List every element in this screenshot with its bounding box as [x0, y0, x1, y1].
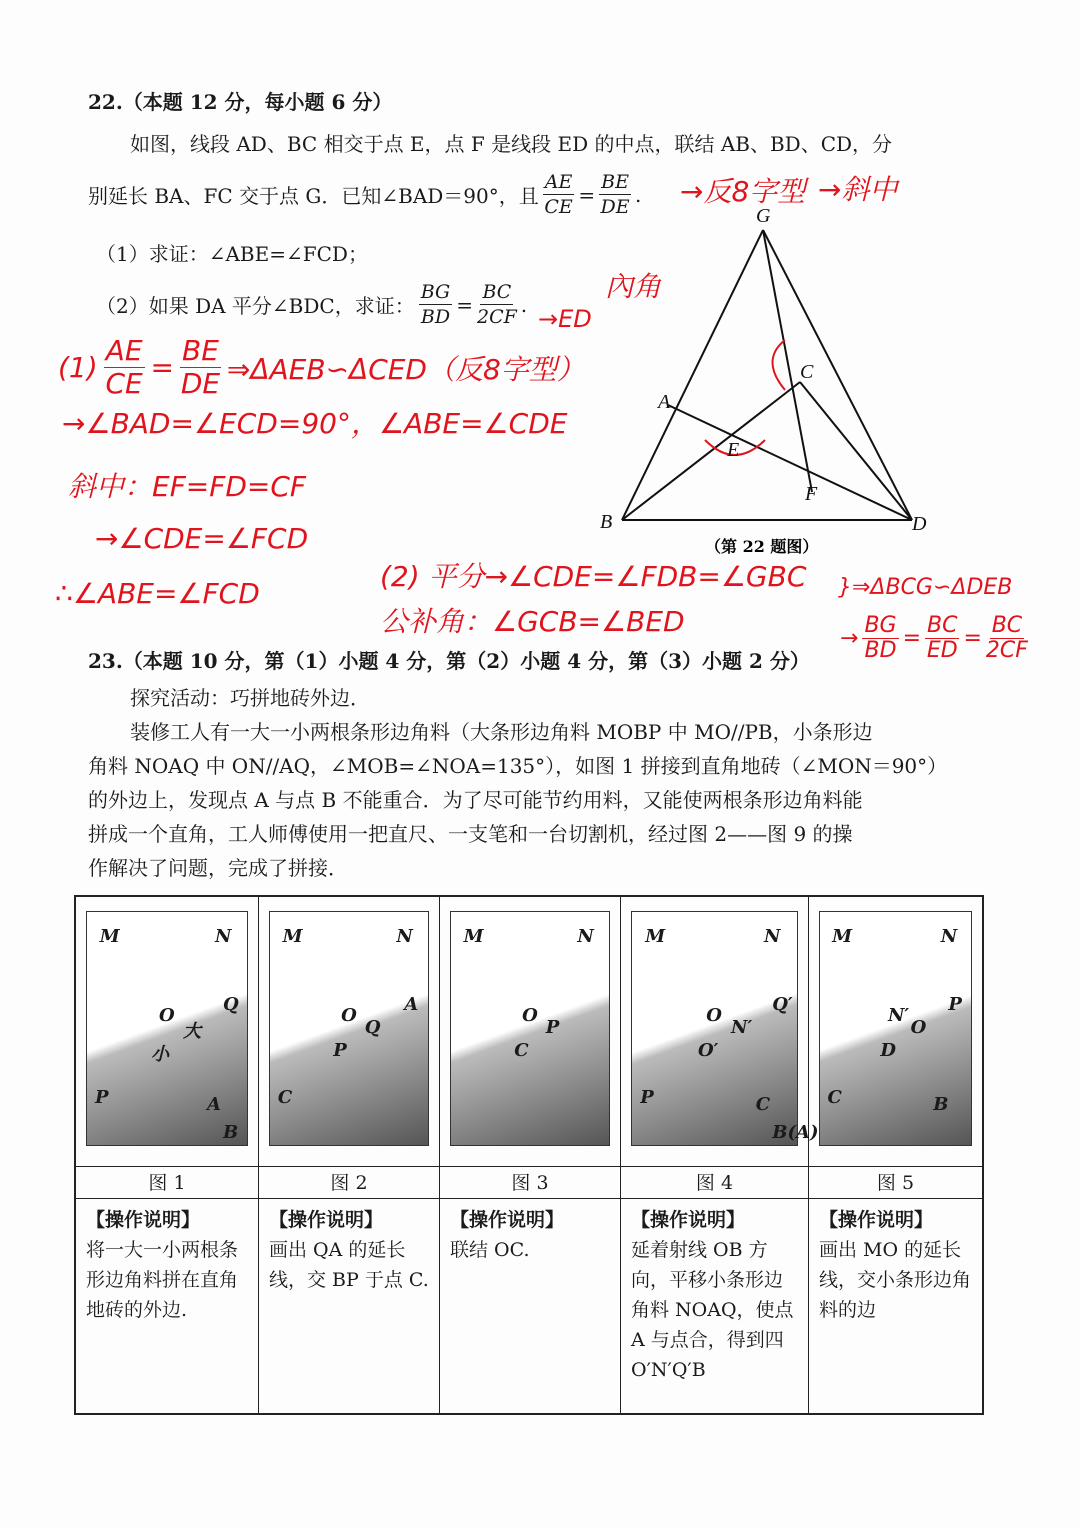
- hw-fraction-ae-ce: $\frac{AE}{CE}$: [105, 334, 143, 400]
- figure-4-photo: [631, 911, 819, 1146]
- point-c: C: [800, 361, 814, 383]
- hw-fraction-be-de: $\frac{BE}{DE}$: [180, 334, 221, 400]
- solution-part2-ratio: → $\frac{BG}{BD}$ = $\frac{BC}{ED}$ = $\frac{BC}{2CF}$: [840, 613, 1028, 663]
- figure-point-label: P: [948, 993, 962, 1015]
- figure-3-instructions: [440, 1199, 620, 1271]
- figure-point-label: Q: [223, 993, 239, 1015]
- figure-5-instructions: [809, 1199, 982, 1331]
- figure-3-photo: [450, 911, 610, 1146]
- instructions-title: 【操作说明】: [631, 1209, 746, 1231]
- figure-4-pic-cell: [621, 897, 819, 1167]
- figure-point-label: N′: [887, 1005, 910, 1027]
- figure-5-caption: 图 5: [876, 1172, 915, 1194]
- q22-stem-line1: 如图，线段 AD、BC 相交于点 E，点 F 是线段 ED 的中点，联结 AB、BD、CD，分: [130, 132, 893, 156]
- figure-point-label: M: [282, 925, 303, 947]
- figure-point-label: N: [577, 925, 594, 947]
- q23-line1: 探究活动：巧拼地砖外边．: [130, 686, 370, 710]
- figure-point-label: 大: [183, 1020, 201, 1042]
- note-ed: →ED: [538, 305, 592, 333]
- solution-line2: →∠BAD=∠ECD=90°，∠ABE=∠CDE: [62, 407, 568, 440]
- figure-2-desc-cell: [259, 1199, 440, 1413]
- instructions-title: 【操作说明】: [450, 1209, 565, 1231]
- figure-1-caption: 图 1: [148, 1172, 186, 1194]
- figure-point-label: Q: [364, 1016, 381, 1038]
- figure-point-label: P: [545, 1016, 560, 1038]
- figure-point-label: P: [95, 1086, 109, 1108]
- figure-point-label: D: [880, 1040, 896, 1062]
- solution-part2-line2: 公补角：∠GCB=∠BED: [380, 605, 685, 638]
- figure-5-cap-cell: [809, 1167, 982, 1199]
- q23-line5: 拼成一个直角，工人师傅使用一把直尺、一支笔和一台切割机，经过图 2——图 9 的操: [88, 822, 853, 846]
- figure-1-cap-cell: [76, 1167, 259, 1199]
- instructions-text: 将一大一小两根条形边角料拼在直角地砖的外边.: [86, 1239, 239, 1321]
- q22-geometry-figure: [590, 200, 940, 560]
- q22-stem-line2: 别延长 BA、FC 交于点 G．已知∠BAD＝90°，且 $\frac{AE}{CE}$ = $\frac{BE}{DE}$ .: [88, 171, 642, 218]
- figure-1-pic-cell: [76, 897, 259, 1167]
- figure-point-label: C: [277, 1086, 293, 1108]
- solution-part1-label: (1): [58, 351, 98, 384]
- figure-point-label: P: [640, 1086, 654, 1108]
- hw-fraction-bc-2cf: $\frac{BC}{2CF}$: [985, 613, 1028, 663]
- point-b: B: [600, 511, 613, 533]
- q22-part2-text: （2）如果 DA 平分∠BDC，求证：: [96, 294, 415, 318]
- figure-point-label: A: [404, 993, 419, 1015]
- figure-4-cap-cell: [621, 1167, 809, 1199]
- solution-part2-similar: }⇒ΔBCG∽ΔDEB: [838, 575, 1013, 600]
- fraction-be-de: $\frac{BE}{DE}$: [600, 171, 630, 218]
- figure-point-label: N′: [731, 1016, 753, 1038]
- figure-2-pic-cell: [259, 897, 440, 1167]
- point-e: E: [727, 439, 740, 461]
- figure-point-label: P: [333, 1040, 347, 1062]
- figure-3-caption: 图 3: [511, 1172, 549, 1194]
- q23-line4: 的外边上，发现点 A 与点 B 不能重合．为了尽可能节约用料，又能使两根条形边角料能: [88, 788, 863, 812]
- figure-1-photo: [86, 911, 248, 1146]
- instructions-title: 【操作说明】: [86, 1209, 201, 1231]
- solution-similar: ⇒ΔAEB∽ΔCED（反8字型）: [226, 352, 585, 386]
- q23-line6: 作解决了问题，完成了拼接．: [88, 856, 348, 880]
- figure-point-label: N: [764, 925, 781, 947]
- figure-5-desc-cell: [809, 1199, 982, 1413]
- figure-point-label: Q′: [772, 993, 793, 1015]
- figure-point-label: O: [910, 1016, 927, 1038]
- instructions-title: 【操作说明】: [819, 1209, 934, 1231]
- figure-point-label: B(A): [772, 1121, 819, 1143]
- point-d: D: [912, 513, 927, 535]
- q22-stem-text: 别延长 BA、FC 交于点 G．已知∠BAD＝90°，且: [88, 184, 539, 208]
- figure-point-label: M: [463, 925, 484, 947]
- figure-point-label: N: [396, 925, 413, 947]
- solution-line1: (1) $\frac{AE}{CE}$ = $\frac{BE}{DE}$ ⇒ΔAEB∽ΔCED（反8字型）: [58, 334, 585, 400]
- figure-point-label: O: [159, 1005, 175, 1027]
- operation-figures-table: [74, 895, 984, 1415]
- figure-point-label: M: [99, 925, 120, 947]
- fraction-ae-ce: $\frac{AE}{CE}$: [544, 171, 573, 218]
- note-reverse-8: →反8字型: [680, 175, 806, 208]
- instructions-text: 画出 MO 的延长线，交小条形边角料的边: [819, 1239, 972, 1321]
- note-angle: 內角: [605, 270, 662, 303]
- figure-point-label: C: [755, 1093, 771, 1115]
- figure-point-label: M: [832, 925, 853, 947]
- figure-4-desc-cell: [621, 1199, 809, 1413]
- hw-fraction-bc-ed: $\frac{BC}{ED}$: [926, 613, 958, 663]
- figure-point-label: O′: [698, 1040, 719, 1062]
- q22-header: 22.（本题 12 分，每小题 6 分）: [88, 90, 393, 114]
- figure-point-label: A: [207, 1093, 221, 1115]
- figure-1-instructions: [76, 1199, 258, 1331]
- figure-4-instructions: [621, 1199, 808, 1391]
- q23-header: 23.（本题 10 分，第（1）小题 4 分，第（2）小题 4 分，第（3）小题 2 分）: [88, 649, 810, 673]
- q23-line3: 角料 NOAQ 中 ON//AQ，∠MOB=∠NOA=135°），如图 1 拼接到直角地砖（∠MON＝90°）: [88, 754, 948, 778]
- figure-2-photo: [269, 911, 429, 1146]
- figure-2-caption: 图 2: [330, 1172, 368, 1194]
- figure-5-pic-cell: [809, 897, 982, 1167]
- solution-line4: →∠CDE=∠FCD: [95, 522, 309, 555]
- q22-part1: （1）求证：∠ABE=∠FCD；: [96, 242, 368, 266]
- figure-point-label: O: [706, 1005, 722, 1027]
- figure-3-pic-cell: [440, 897, 621, 1167]
- figure-point-label: C: [514, 1040, 529, 1062]
- figure-point-label: 小: [151, 1044, 169, 1066]
- note-hypotenuse-midpoint: →斜中: [818, 173, 898, 206]
- q22-part2: （2）如果 DA 平分∠BDC，求证： $\frac{BG}{BD}$ = $\frac{BC}{2CF}$ .: [96, 281, 528, 328]
- figure-2-cap-cell: [259, 1167, 440, 1199]
- figure-4-caption: 图 4: [695, 1172, 734, 1194]
- solution-line5: ∴∠ABE=∠FCD: [55, 577, 260, 610]
- figure-point-label: N: [940, 925, 958, 947]
- instructions-title: 【操作说明】: [269, 1209, 384, 1231]
- figure-3-desc-cell: [440, 1199, 621, 1413]
- instructions-text: 延着射线 OB 方向，平移小条形边角料 NOAQ，使点 A 与点合，得到四 O′N′Q′B: [631, 1239, 794, 1381]
- point-a: A: [658, 391, 671, 413]
- figure-5-photo: [819, 911, 972, 1146]
- figure-point-label: N: [215, 925, 232, 947]
- figure-point-label: B: [933, 1093, 949, 1115]
- figure-2-instructions: [259, 1199, 439, 1301]
- figure-point-label: O: [341, 1005, 357, 1027]
- instructions-text: 联结 OC.: [450, 1239, 530, 1261]
- figure-point-label: C: [827, 1086, 842, 1108]
- fraction-bg-bd: $\frac{BG}{BD}$: [420, 281, 451, 328]
- figure-point-label: B: [223, 1121, 239, 1143]
- point-f: F: [805, 483, 818, 505]
- q23-line2: 装修工人有一大一小两根条形边角料（大条形边角料 MOBP 中 MO//PB，小条形边: [130, 720, 873, 744]
- solution-part2-line1: (2) 平分→∠CDE=∠FDB=∠GBC: [380, 560, 807, 593]
- hw-fraction-bg-bd: $\frac{BG}{BD}$: [864, 613, 897, 663]
- figure-caption: （第 22 题图）: [705, 537, 819, 556]
- fraction-bc-2cf: $\frac{BC}{2CF}$: [476, 281, 517, 328]
- point-g: G: [756, 205, 771, 227]
- solution-line3: 斜中：EF=FD=CF: [68, 470, 307, 503]
- figure-3-cap-cell: [440, 1167, 621, 1199]
- figure-1-desc-cell: [76, 1199, 259, 1413]
- figure-point-label: M: [645, 925, 666, 947]
- instructions-text: 画出 QA 的延长线，交 BP 于点 C.: [269, 1239, 429, 1291]
- figure-point-label: O: [522, 1005, 538, 1027]
